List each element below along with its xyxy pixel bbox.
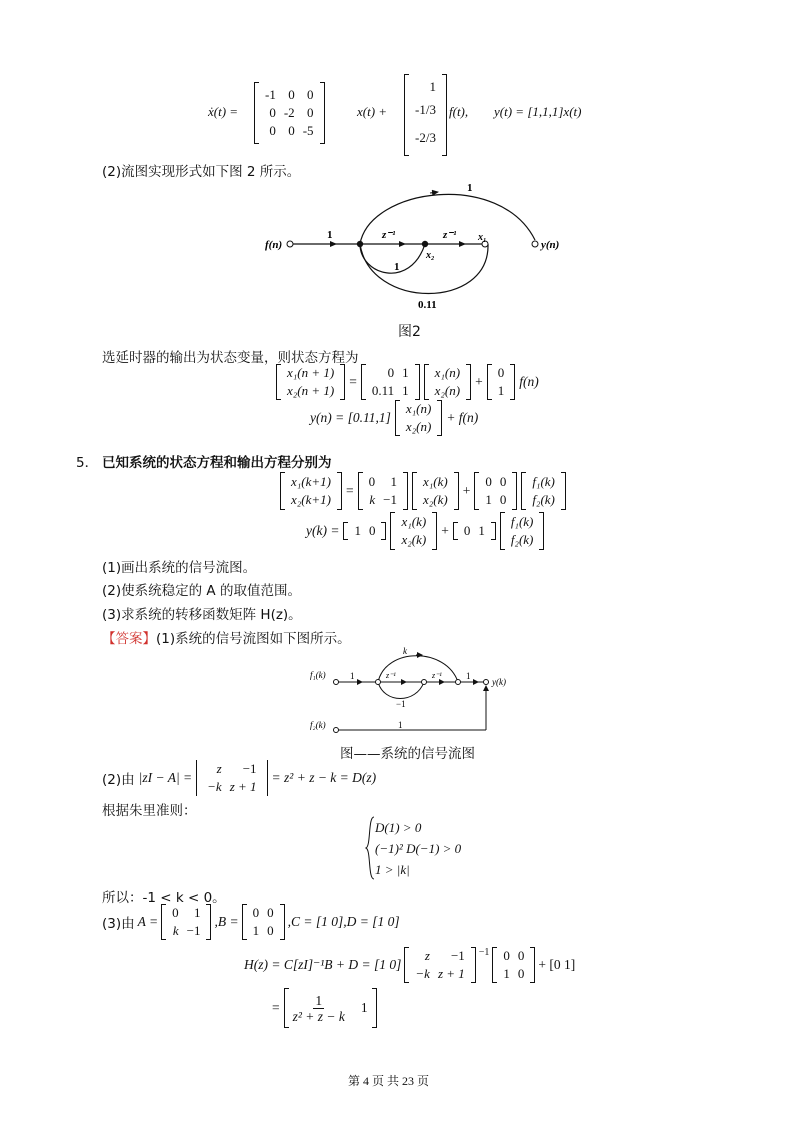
fig2-label-y: y(n) [541, 239, 560, 251]
part2-rhs: = z² + z − k = D(z) [271, 770, 377, 785]
res-den: z² + z − k [292, 1008, 345, 1024]
fig3-label-1b: 1 [466, 671, 471, 681]
fig2-label-1fb: 1 [394, 261, 400, 273]
p2-text: (2)流图实现形式如下图 2 所示。 [102, 164, 301, 180]
cond-3: 1 > |k| [375, 861, 410, 877]
s-x1: x₁(n) [434, 365, 461, 380]
fig2-node-y [532, 241, 538, 247]
q5-yx1: x₁(k) [401, 514, 427, 529]
q5-a22: −1 [383, 492, 397, 507]
fig3-caption: 图——系统的信号流图 [340, 746, 475, 762]
part2-det-lhs: |zI − A| = [138, 770, 193, 785]
s-lhs1: x₁(n + 1) [287, 365, 335, 380]
det-11: z [216, 761, 222, 776]
b2: -1/3 [415, 102, 436, 117]
fig2-label-z1: z⁻¹ [382, 229, 396, 241]
part2-result: 所以：-1 < k < 0。 [102, 890, 226, 906]
a22: -2 [283, 105, 295, 120]
fig2-node-sum [357, 241, 363, 247]
y-x1: x₁(n) [405, 401, 432, 416]
p3-b21: 1 [252, 923, 260, 938]
answer-tag: 【答案】 [102, 631, 156, 647]
s-a21: 0.11 [371, 383, 395, 398]
fig2-flow-graph [260, 180, 570, 315]
answer-1: (1)系统的信号流图如下图所示。 [156, 631, 351, 647]
q5-d1: 0 [463, 523, 471, 538]
fig3-label-1c: 1 [398, 720, 403, 730]
fig2-node-x2 [422, 241, 428, 247]
det-21: −k [207, 779, 222, 794]
part2-det-line [102, 760, 376, 796]
jury-conditions [365, 816, 461, 880]
brace-icon [365, 816, 375, 880]
fig3-node-f1 [334, 680, 339, 685]
s-f: f(n) [519, 374, 539, 389]
s-b1: 0 [497, 365, 505, 380]
part3-a-label: A = [137, 914, 159, 929]
p3-a11: 0 [172, 905, 179, 920]
p3-a21: k [172, 923, 179, 938]
fig3-label-1a: 1 [350, 671, 355, 681]
fig2-caption: 图2 [398, 324, 421, 340]
b2-22: 0 [517, 966, 525, 981]
p3-b22: 0 [267, 923, 274, 938]
fig3-label-f2: f₂(k) [310, 720, 326, 730]
fig3-label-f1: f₁(k) [310, 670, 326, 680]
fig3-label-y: y(k) [492, 677, 506, 687]
q5-b21: 1 [485, 492, 492, 507]
q5-output-eq: y(k) = 1 0 x₁(k) x₂(k) + 0 1 f₁(k) f₂(k) [306, 512, 544, 550]
cond-2: (−1)² D(−1) > 0 [375, 840, 462, 856]
jury-intro: 根据朱里准则： [102, 803, 197, 819]
h-lhs: H(z) = C[zI]⁻¹B + D = [1 0] [244, 957, 402, 972]
fig3-label-z1: z⁻¹ [386, 671, 396, 680]
part2-prefix: (2)由 [102, 772, 135, 788]
fig3-node-y [484, 680, 489, 685]
s-lhs2: x₂(n + 1) [287, 383, 335, 398]
output-eq [310, 400, 478, 436]
m11: z [424, 948, 430, 963]
eq-top-y: y(t) = [1,1,1]x(t) [494, 104, 582, 119]
a12: 0 [288, 87, 295, 102]
s-b2: 1 [497, 383, 505, 398]
fig2-node-f [287, 241, 293, 247]
s-a12: 1 [402, 365, 409, 380]
q5-lhs2: x₂(k+1) [291, 492, 331, 507]
b2-21: 1 [503, 966, 510, 981]
s-x2: x₂(n) [434, 383, 461, 398]
inv-sup: −1 [478, 947, 490, 958]
q5-title: 已知系统的状态方程和输出方程分别为 [102, 455, 332, 471]
y-lhs: y(n) = [0.11,1] [310, 410, 391, 425]
a21: 0 [269, 105, 276, 120]
state-eq: x₁(n + 1) x₂(n + 1) = 0 1 0.11 1 x₁(n) x₂(n) + 0 1 f(n) [276, 364, 539, 400]
s-a22: 1 [402, 383, 409, 398]
page-footer: 第 4 页 共 23 页 [348, 1074, 430, 1088]
y-x2: x₂(n) [405, 419, 432, 434]
b1: 1 [429, 79, 436, 94]
b3: -2/3 [415, 130, 436, 145]
s-a11: 0 [387, 365, 395, 380]
p3-a22: −1 [186, 923, 201, 938]
state-intro: 选延时器的输出为状态变量，则状态方程为 [102, 350, 359, 366]
fig2-label-z2: z⁻¹ [443, 229, 457, 241]
q5-item-1: (1)画出系统的信号流图。 [102, 560, 257, 576]
a23: 0 [307, 105, 314, 120]
det-22: z + 1 [229, 779, 257, 794]
part3-b-label: ,B = [214, 914, 239, 929]
q5-a11: 0 [368, 474, 376, 489]
part3-h-eq [244, 947, 575, 983]
q5-a21: k [369, 492, 376, 507]
fig3-label-z2: z⁻¹ [432, 671, 442, 680]
q5-yf2: f₂(k) [510, 532, 534, 547]
part3-cd-label: ,C = [1 0],D = [1 0] [287, 914, 400, 929]
eq-top-f: f(t), [449, 104, 469, 119]
q5-y-lhs: y(k) = [306, 523, 340, 538]
fig3-flow-graph [306, 642, 526, 742]
q5-f1: f₁(k) [532, 474, 555, 489]
eq-top-lhs: ẋ(t) = [208, 104, 239, 119]
b2-11: 0 [503, 948, 510, 963]
y-tail: + f(n) [446, 410, 479, 425]
res-num: 1 [315, 992, 323, 1008]
fig3-edge-m1 [378, 682, 424, 699]
fig2-label-1in: 1 [327, 229, 333, 241]
fig3-node-a [376, 680, 381, 685]
fig2-label-x2: x₂ [426, 250, 435, 261]
q5-c1: 1 [354, 523, 361, 538]
fig2-label-x1: x₁ [478, 232, 487, 243]
a33: -5 [302, 123, 314, 138]
fig3-node-f2 [334, 728, 339, 733]
p3-b12: 0 [267, 905, 274, 920]
fig3-node-c [456, 680, 461, 685]
q5-a12: 1 [390, 474, 397, 489]
q5-item-3: (3)求系统的转移函数矩阵 H(z)。 [102, 607, 302, 623]
q5-b22: 0 [499, 492, 507, 507]
q5-number: 5． [76, 455, 99, 471]
q5-b11: 0 [485, 474, 492, 489]
q5-lhs1: x₁(k+1) [291, 474, 331, 489]
a13: 0 [307, 87, 314, 102]
p3-a12: 1 [193, 905, 201, 920]
eq-top-x: x(t) + [357, 104, 388, 119]
q5-x2: x₂(k) [422, 492, 448, 507]
b2-12: 0 [517, 948, 525, 963]
a32: 0 [288, 123, 295, 138]
det-12: −1 [242, 761, 257, 776]
eq-top-matrix-a [254, 82, 325, 144]
a11: -1 [265, 87, 276, 102]
m21: −k [415, 966, 430, 981]
fig2-label-1top: 1 [467, 182, 473, 194]
eq-top-matrix-b [404, 74, 447, 156]
fig2-label-011: 0.11 [418, 299, 437, 311]
q5-item-2: (2)使系统稳定的 A 的取值范围。 [102, 583, 301, 599]
part3-result: = $\frac{1}{\text{z² + z − k}}$ 1 [272, 988, 377, 1028]
p3-b11: 0 [252, 905, 260, 920]
a31: 0 [269, 123, 276, 138]
q5-yx2: x₂(k) [401, 532, 427, 547]
q5-d2: 1 [478, 523, 485, 538]
q5-x1: x₁(k) [422, 474, 448, 489]
fig2-label-f: f(n) [265, 239, 283, 251]
m12: −1 [450, 948, 465, 963]
h-plus: + [0 1] [538, 957, 576, 972]
part3-matrices [102, 904, 400, 940]
fig2-edge-fb1 [360, 244, 425, 273]
fig3-node-b [422, 680, 427, 685]
q5-state-eq: x₁(k+1) x₂(k+1) = 0 1 k −1 x₁(k) x₂(k) + 0 0 1 0 f₁(k) f₂(k) [280, 472, 566, 510]
m22: z + 1 [437, 966, 465, 981]
q5-c2: 0 [368, 523, 376, 538]
cond-1: D(1) > 0 [375, 819, 422, 835]
res-tail: 1 [360, 1000, 368, 1015]
fig3-label-k: k [403, 646, 407, 656]
q5-yf1: f₁(k) [510, 514, 534, 529]
q5-b12: 0 [499, 474, 507, 489]
fig3-label-m1: −1 [396, 699, 406, 709]
q5-f2: f₂(k) [532, 492, 555, 507]
fig2-edge-fb011 [360, 244, 488, 294]
part3-prefix: (3)由 [102, 916, 135, 932]
fig2-arrow-top [430, 192, 438, 193]
